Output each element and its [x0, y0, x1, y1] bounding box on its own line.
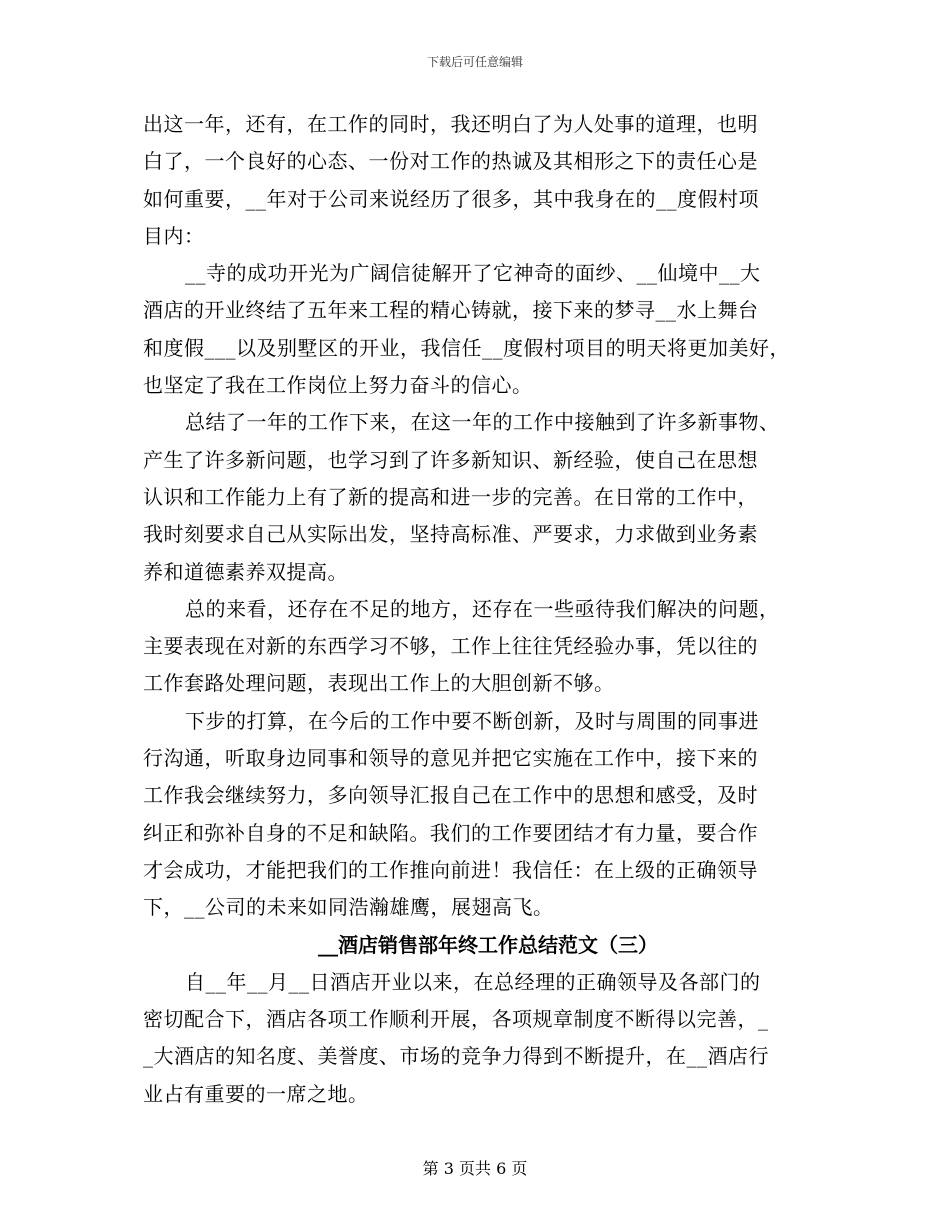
text-line: 也坚定了我在工作岗位上努力奋斗的信心。: [143, 373, 533, 398]
page-header: 下载后可任意编辑: [426, 55, 523, 69]
text-line: 产生了许多新问题，也学习到了许多新知识、新经验，使自己在思想: [143, 447, 758, 472]
text-line: 认识和工作能力上有了新的提高和进一步的完善。在日常的工作中，: [143, 484, 758, 509]
text-line: 工作套路处理问题，表现出工作上的大胆创新不够。: [143, 671, 615, 696]
section-heading: __酒店销售部年终工作总结范文（三）: [318, 932, 658, 957]
text-line: 白了，一个良好的心态、一份对工作的热诚及其相形之下的责任心是: [143, 149, 758, 174]
text-line: 养和道德素养双提高。: [143, 559, 348, 584]
text-line: 密切配合下，酒店各项工作顺利开展，各项规章制度不断得以完善，_: [143, 1007, 769, 1032]
text-line: 才会成功，才能把我们的工作推向前进！我信任：在上级的正确领导: [143, 857, 758, 882]
paragraph-start-line: 自__年__月__日酒店开业以来，在总经理的正确领导及各部门的: [185, 969, 761, 994]
text-line: 酒店的开业终结了五年来工程的精心铸就，接下来的梦寻__水上舞台: [143, 298, 759, 323]
text-line: 工作我会继续努力，多向领导汇报自己在工作中的思想和感受，及时: [143, 783, 758, 808]
paragraph-start-line: 下步的打算，在今后的工作中要不断创新，及时与周围的同事进: [185, 708, 759, 733]
document-body: [143, 106, 813, 1113]
text-line: 主要表现在对新的东西学习不够，工作上往往凭经验办事，凭以往的: [143, 634, 758, 659]
text-line: 行沟通，听取身边同事和领导的意见并把它实施在工作中，接下来的: [143, 746, 758, 771]
text-line: 我时刻要求自己从实际出发，坚持高标准、严要求，力求做到业务素: [143, 522, 758, 547]
paragraph-start-line: __寺的成功开光为广阔信徒解开了它神奇的面纱、__仙境中__大: [185, 261, 761, 286]
text-line: 目内：: [143, 223, 205, 248]
text-line: 和度假___以及别墅区的开业，我信任__度假村项目的明天将更加美好，: [143, 335, 790, 360]
text-line: 如何重要，__年对于公司来说经历了很多，其中我身在的__度假村项: [143, 186, 759, 211]
text-line: 下，__公司的未来如同浩瀚雄鹰，展翅高飞。: [143, 895, 554, 920]
text-line: _大酒店的知名度、美誉度、市场的竞争力得到不断提升，在__酒店行: [143, 1044, 769, 1069]
page-number-footer: 第 3 页共 6 页: [422, 1159, 528, 1178]
text-line: 业占有重要的一席之地。: [143, 1081, 369, 1106]
paragraph-start-line: 总的来看，还存在不足的地方，还存在一些亟待我们解决的问题，: [185, 596, 780, 621]
text-line: 纠正和弥补自身的不足和缺陷。我们的工作要团结才有力量，要合作: [143, 820, 758, 845]
paragraph-start-line: 总结了一年的工作下来，在这一年的工作中接触到了许多新事物、: [185, 410, 780, 435]
text-line: 出这一年，还有，在工作的同时，我还明白了为人处事的道理，也明: [143, 112, 758, 136]
